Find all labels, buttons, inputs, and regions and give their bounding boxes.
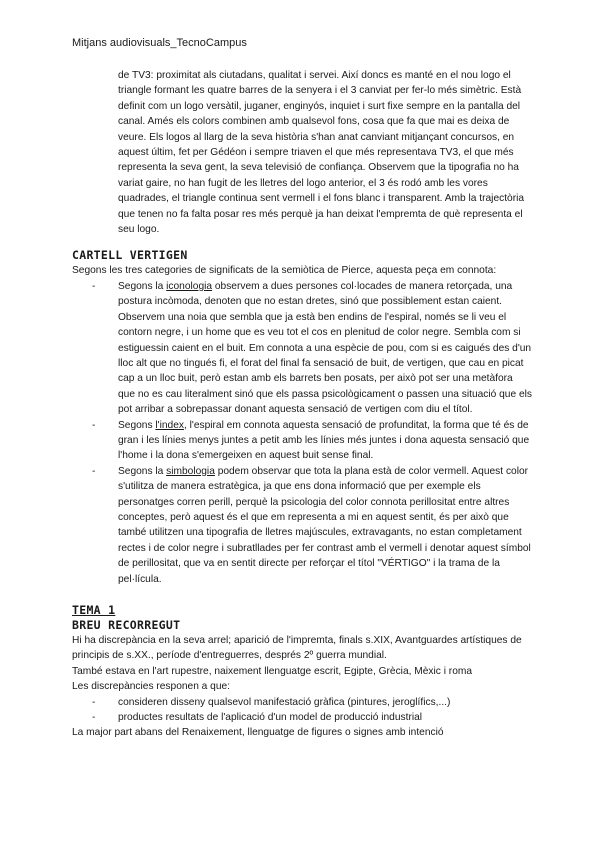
list-item-prefix: Segons [118, 419, 156, 431]
tema-paragraph-3: Les discrepàncies responen a que: [72, 681, 231, 693]
intro-text: de TV3: proximitat als ciutadans, qualitat i servei. Així doncs es manté en el nou logo el triangle formant les quatre barres de la senyera i el 3 canviat per fer-lo més simètric. Està definit com un logo versàtil, juganer, enginyós, inquiet i surt fixe sempre en la pantalla del canal. Amés els colors combinen amb qualsevol fons, cosa que fa que mai es deixa de veure. Els logos al llarg de la seva història s'han anat canviant mitjançant concursos, en aquest últim, fet per Gédéon i sempre triaven el que més representava TV3, el que més representa la seva gent, la seva televisió de confiança. Observem que la tipografia no ha variat gaire, no han fugit de les lletres del logo anterior, el 3 és rodó amb les vores quadrades, el triangle continua sent vermell i el fons blanc i transparent. Amb la trajectòria que tenen no fa falta posar res més perquè ja han deixat l'empremta de què representa el seu logo. [118, 70, 525, 236]
term-index: l'index [155, 419, 184, 431]
cartell-lead: Segons les tres categories de significats de la semiòtica de Pierce, aquesta peça em connota: [72, 265, 497, 277]
cartell-heading: CARTELL VERTIGEN [72, 248, 188, 263]
document-body [72, 68, 532, 741]
tema-paragraph-2: També estava en l'art rupestre, naixement llenguatge escrit, Egipte, Grècia, Mèxic i roma [72, 665, 473, 677]
term-simbologia: simbologia [166, 465, 215, 477]
tema-paragraph-1: Hi ha discrepància en la seva arrel; aparició de l'impremta, finals s.XIX, Avantguardes artístiques de principis de s.XX., període d'entreguerres, després 2º guerra mundial. [72, 635, 522, 662]
list-item-iconologia [72, 279, 532, 418]
list-item-text: , l'espiral em connota aquesta sensació de profunditat, la forma que té és de gran i les línies menys juntes a petit amb les línies més juntes i dona aquesta sensació que l'home i la dona s'emergeixen en aquest buit sense final. [118, 419, 530, 462]
list-item-prefix: Segons la [118, 465, 167, 477]
list-item-text: podem observar que tota la plana està de color vermell. Aquest color s'utilitza de manera estratègica, ja que ens dona informació que per exemple els personatges corren perill, perquè la psicologia del color connota perillositat entre altres conceptes, però aquest és el que em representa a mi en aquest sentit, és per això que també utilitzen una tipografia de lletres majúscules, extravagants, no estan completament rectes i de color negre i subratllades per fer contrast amb el vermell i denotar aquest símbol de perillositat, que va en sentit directe per reforçar el títol "VÉRTIGO" i la trama de la pel·lícula. [118, 465, 531, 585]
term-iconologia: iconologia [166, 280, 213, 292]
tema-subheading: BREU RECORREGUT [72, 618, 181, 632]
document-header: Mitjans audiovisuals_TecnoCampus [72, 37, 247, 49]
list-item-index [72, 418, 532, 464]
tema-paragraph-4: La major part abans del Renaixement, llenguatge de figures o signes amb intenció [72, 727, 444, 739]
list-item-text: observem a dues persones col·locades de manera retorçada, una postura incòmoda, denoten que no estan dretes, sinó que possiblement estan caient. Observem una noia que sembla que ja està ben endins de l'espiral, només se li veu el contorn negre, i un home que es veu tot el cos en plenitud de color negre. Sembla com si estiguessin caient en el buit. Em connota a una espècie de pou, com si es caigués des d'un lloc alt que no tingués fi, el forat del final fa sensació de buit, de vertigen, que cau en picat cap a un lloc buit, però estan amb els barrets ben posats, per això pot ser una metàfora que no es cau literalment sinó que els passa psicològicament o passen una situació que els pot arribar a sobrepassar donant aquesta sensació de vertigen com diu el títol. [118, 280, 532, 416]
list-item: - consideren disseny qualsevol manifestació gràfica (pintures, jeroglífics,...) [72, 695, 532, 710]
list-item-simbologia [72, 464, 532, 587]
list-item-prefix: Segons la [118, 280, 167, 292]
intro-paragraph [118, 68, 532, 237]
list-item: - productes resultats de l'aplicació d'un model de producció industrial [72, 710, 532, 725]
tema-list [72, 695, 532, 726]
cartell-list [72, 279, 532, 587]
tema-heading: TEMA 1 [72, 603, 116, 617]
